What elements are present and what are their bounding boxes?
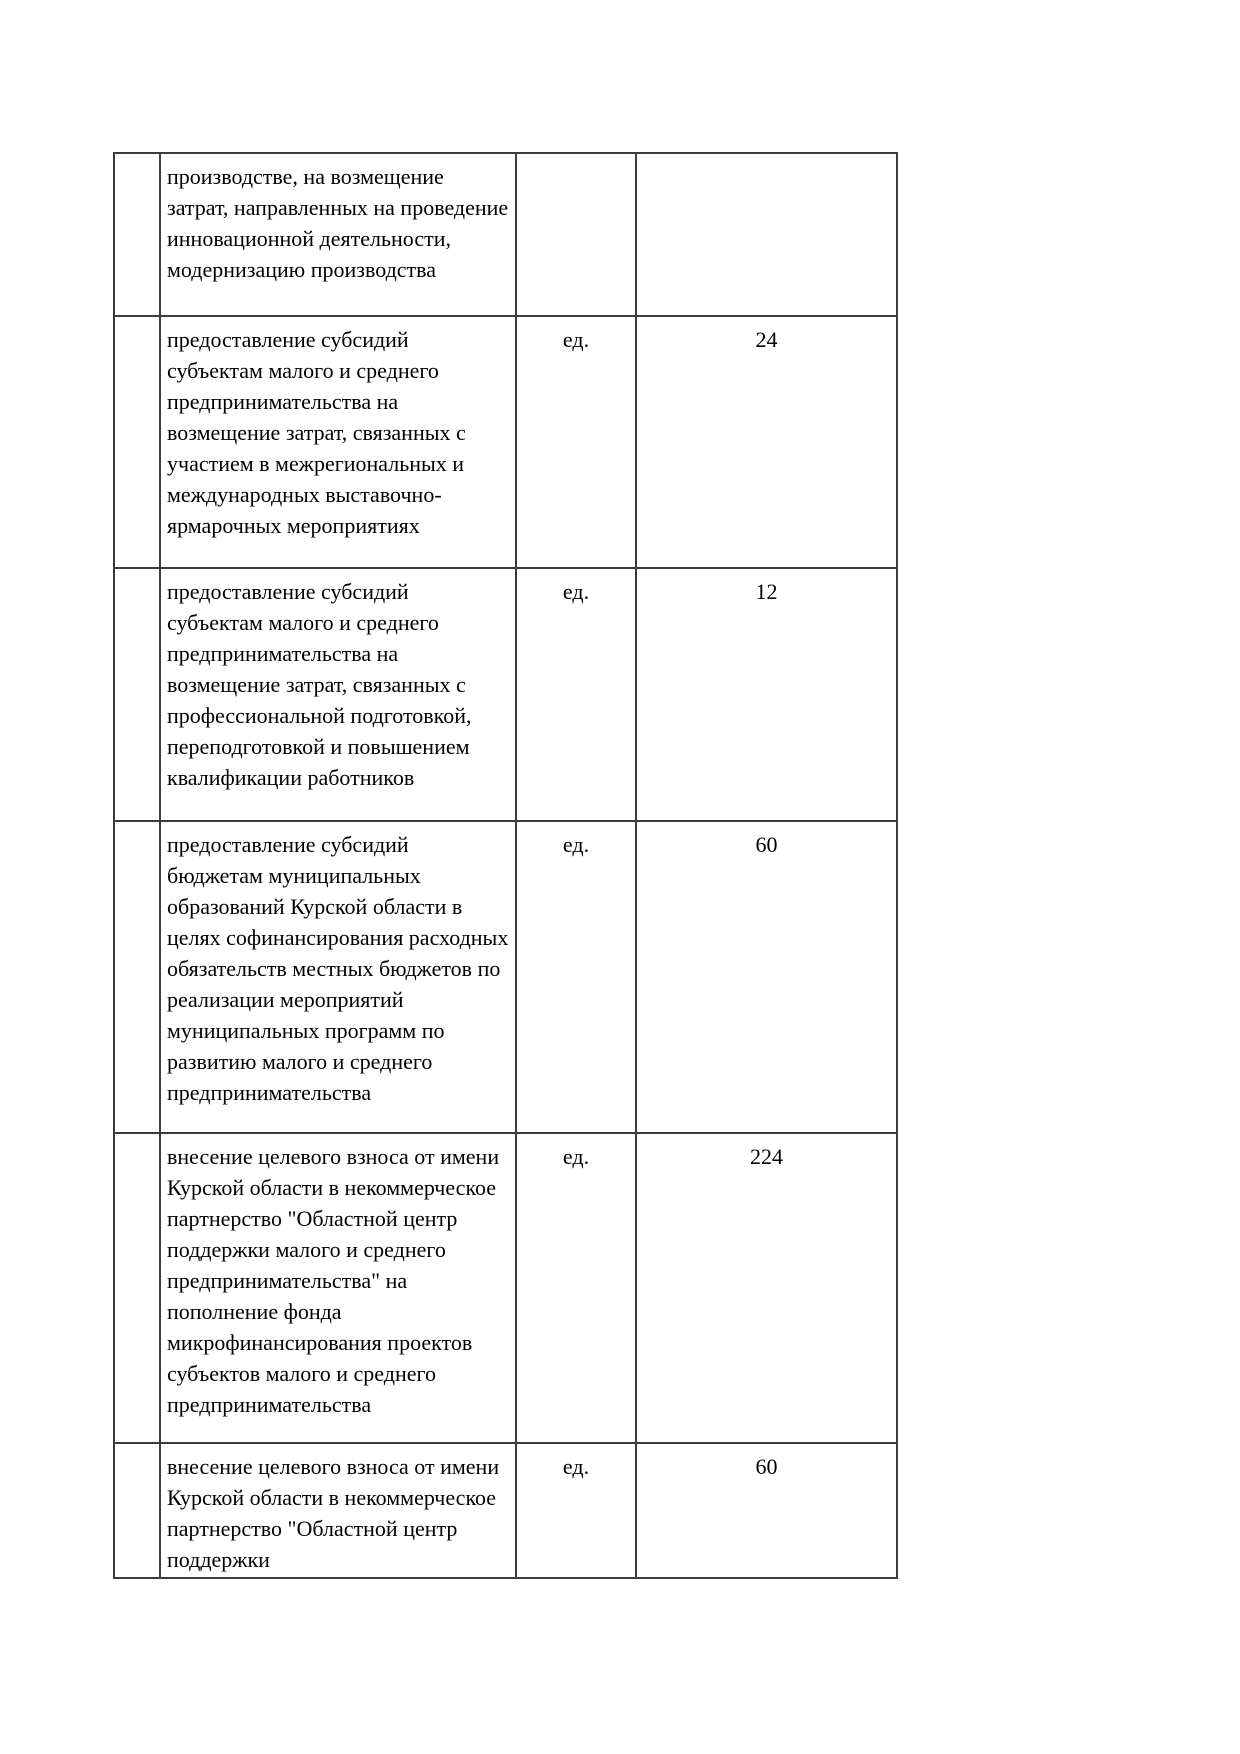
unit-text: ед. [562,327,590,352]
value-cell [636,316,897,568]
unit-cell [516,1133,636,1443]
table-row [114,153,897,316]
measure-name-text: предоставление субсидий субъектам малого и среднего предпринимательства на возмещение затрат, связанных с профессиональной подготовкой, переподготовкой и повышением квалификации работников [167,579,472,790]
unit-text: ед. [562,1454,590,1479]
unit-cell [516,1443,636,1578]
measure-name-cell [160,153,516,316]
measure-name-text: внесение целевого взноса от имени Курской области в некоммерческое партнерство "Областной центр поддержки [167,1454,500,1572]
unit-cell [516,316,636,568]
unit-text: ед. [562,832,590,857]
measure-name-cell [160,316,516,568]
table-row [114,1133,897,1443]
table-row [114,568,897,821]
value-cell [636,153,897,316]
measure-name-text: предоставление субсидий бюджетам муниципальных образований Курской области в целях софинансирования расходных обязательств местных бюджетов по реализации мероприятий муниципальных программ по развитию малого и среднего предпринимательства [167,832,509,1105]
row-number-cell [114,1443,160,1578]
unit-text: ед. [562,579,590,604]
row-number-cell [114,821,160,1133]
value-cell [636,1443,897,1578]
row-number-cell [114,568,160,821]
measure-name-cell [160,568,516,821]
measure-name-text: предоставление субсидий субъектам малого и среднего предпринимательства на возмещение затрат, связанных с участием в межрегиональных и международных выставочно-ярмарочных мероприятиях [167,327,466,538]
measure-name-text: производстве, на возмещение затрат, направленных на проведение инновационной деятельности, модернизацию производства [167,164,509,282]
unit-text: ед. [562,1144,590,1169]
value-text: 12 [755,579,778,604]
value-cell [636,1133,897,1443]
row-number-cell [114,316,160,568]
table-row [114,316,897,568]
value-text: 224 [750,1144,783,1169]
value-text: 60 [755,1454,778,1479]
value-text: 60 [755,832,778,857]
measure-name-text: внесение целевого взноса от имени Курской области в некоммерческое партнерство "Областной центр поддержки малого и среднего предпринимательства" на пополнение фонда микрофинансирования проектов субъектов малого и среднего предпринимательства [167,1144,500,1417]
table-row [114,821,897,1133]
unit-cell [516,821,636,1133]
value-text: 24 [755,327,778,352]
measure-name-cell [160,1443,516,1578]
row-number-cell [114,153,160,316]
table-row [114,1443,897,1578]
row-number-cell [114,1133,160,1443]
indicators-table [113,152,898,1579]
unit-cell [516,568,636,821]
value-cell [636,821,897,1133]
unit-cell [516,153,636,316]
indicators-table-body [114,153,897,1578]
value-cell [636,568,897,821]
measure-name-cell [160,821,516,1133]
measure-name-cell [160,1133,516,1443]
